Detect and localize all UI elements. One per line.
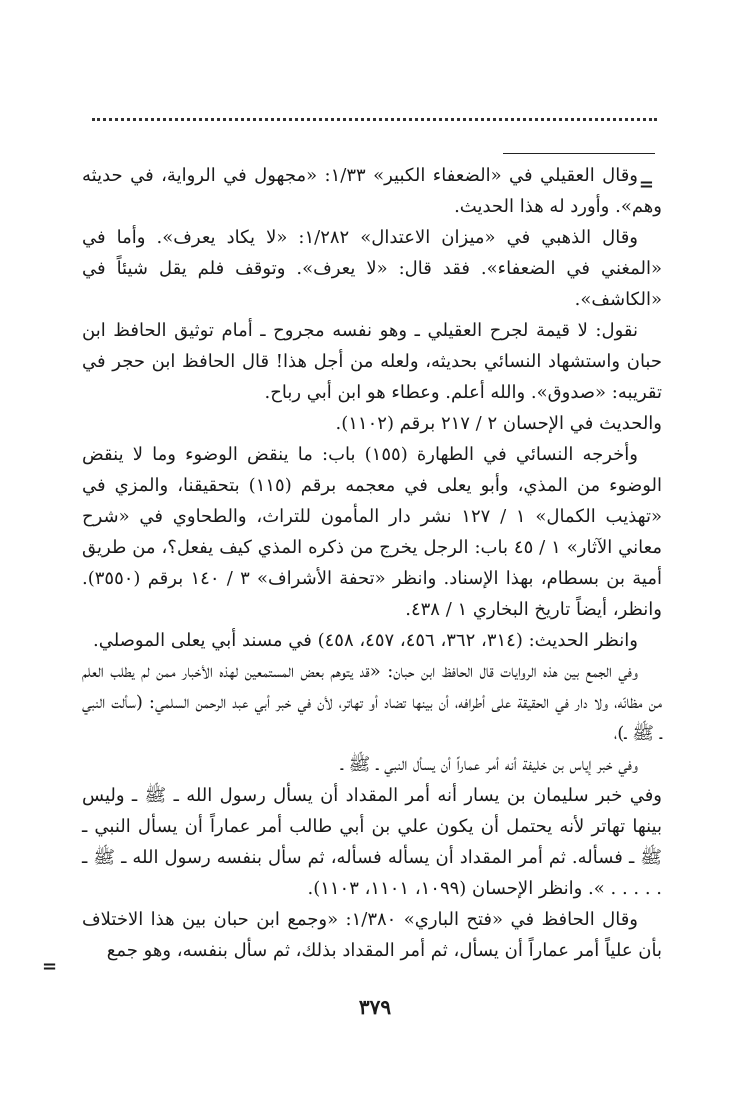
- dotted-header-rule: [92, 118, 657, 121]
- page-number: ٣٧٩: [358, 995, 392, 1019]
- paragraph-ibn-hibban-reconciliation: وفي الجمع بين هذه الروايات قال الحافظ ابن حبان: «قد يتوهم بعض المستمعين لهذه الأخبار ممن لم يطلب العلم من مظانّه، ولا دار في الحقيقة على أطرافه، أن بينها تضاد أو تهاتر، لأن في خبر أبي عبد الرحمن السلمي: (سألت النبي ـ ﷺ ـ)،: [82, 661, 662, 744]
- paragraph-ihsan-ref: والحديث في الإحسان ٢ / ٢١٧ برقم (١١٠٢).: [335, 413, 662, 434]
- paragraph-abu-yala: وانظر الحديث: (٣١٤، ٣٦٢، ٤٥٦، ٤٥٧، ٤٥٨) في مسند أبي يعلى الموصلي.: [92, 630, 638, 651]
- paragraph-uqayli: وقال العقيلي في «الضعفاء الكبير» ١/٣٣: «مجهول في الرواية، في حديثه وهم». وأورد له هذا الحديث.: [82, 165, 662, 217]
- footnote-separator-rule: [503, 153, 655, 154]
- paragraph-fath-al-bari: وقال الحافظ في «فتح الباري» ١/٣٨٠: «وجمع ابن حبان بين هذا الاختلاف بأن علياً أمر عماراً أن يسأل، ثم أمر المقداد بذلك، ثم سأل بنفسه، وهو جمع: [82, 909, 662, 961]
- paragraph-comment: نقول: لا قيمة لجرح العقيلي ـ وهو نفسه مجروح ـ أمام توثيق الحافظ ابن حبان واستشهاد النسائي بحديثه، ولعله من أجل هذا! قال الحافظ ابن حجر في تقريبه: «صدوق». والله أعلم. وعطاء هو ابن أبي رباح.: [82, 320, 662, 403]
- continuation-mark-bottom: =: [42, 956, 58, 977]
- continuation-mark-top: =: [638, 174, 654, 195]
- paragraph-sulayman-report: وفي خبر سليمان بن يسار أنه أمر المقداد أن يسأل رسول الله ـ ﷺ ـ وليس بينها تهاتر لأنه يحتمل أن يكون علي بن أبي طالب أمر عماراً أن يسأل النبي ـ ﷺ ـ فسأله. ثم أمر المقداد أن يسأله فسأله، ثم سأل بنفسه رسول الله ـ ﷺ ـ . . . . . ». وانظر الإحسان (١٠٩٩، ١١٠١، ١١٠٣).: [82, 785, 662, 899]
- paragraph-iyas-report: وفي خبر إياس بن خليفة أنه أمر عماراً أن يسأل النبي ـ ﷺ ـ: [340, 754, 638, 775]
- footnote-text-block: [82, 160, 662, 966]
- paragraph-dhahabi: وقال الذهبي في «ميزان الاعتدال» ١/٢٨٢: «لا يكاد يعرف». وأما في «المغني في الضعفاء». فقد قال: «لا يعرف». وتوقف فلم يقل شيئاً في «الكاشف».: [82, 227, 662, 310]
- paragraph-nasai: وأخرجه النسائي في الطهارة (١٥٥) باب: ما ينقض الوضوء وما لا ينقض الوضوء من المذي، وأبو يعلى في معجمه برقم (١١٥) بتحقيقنا، والمزي في «تهذيب الكمال» ١ / ١٢٧ نشر دار المأمون للتراث، والطحاوي في «شرح معاني الآثار» ١ / ٤٥ باب: الرجل يخرج من ذكره المذي كيف يفعل؟، من طريق أمية بن بسطام، بهذا الإسناد. وانظر «تحفة الأشراف» ٣ / ١٤٠ برقم (٣٥٥٠). وانظر، أيضاً تاريخ البخاري ١ / ٤٣٨.: [82, 444, 663, 620]
